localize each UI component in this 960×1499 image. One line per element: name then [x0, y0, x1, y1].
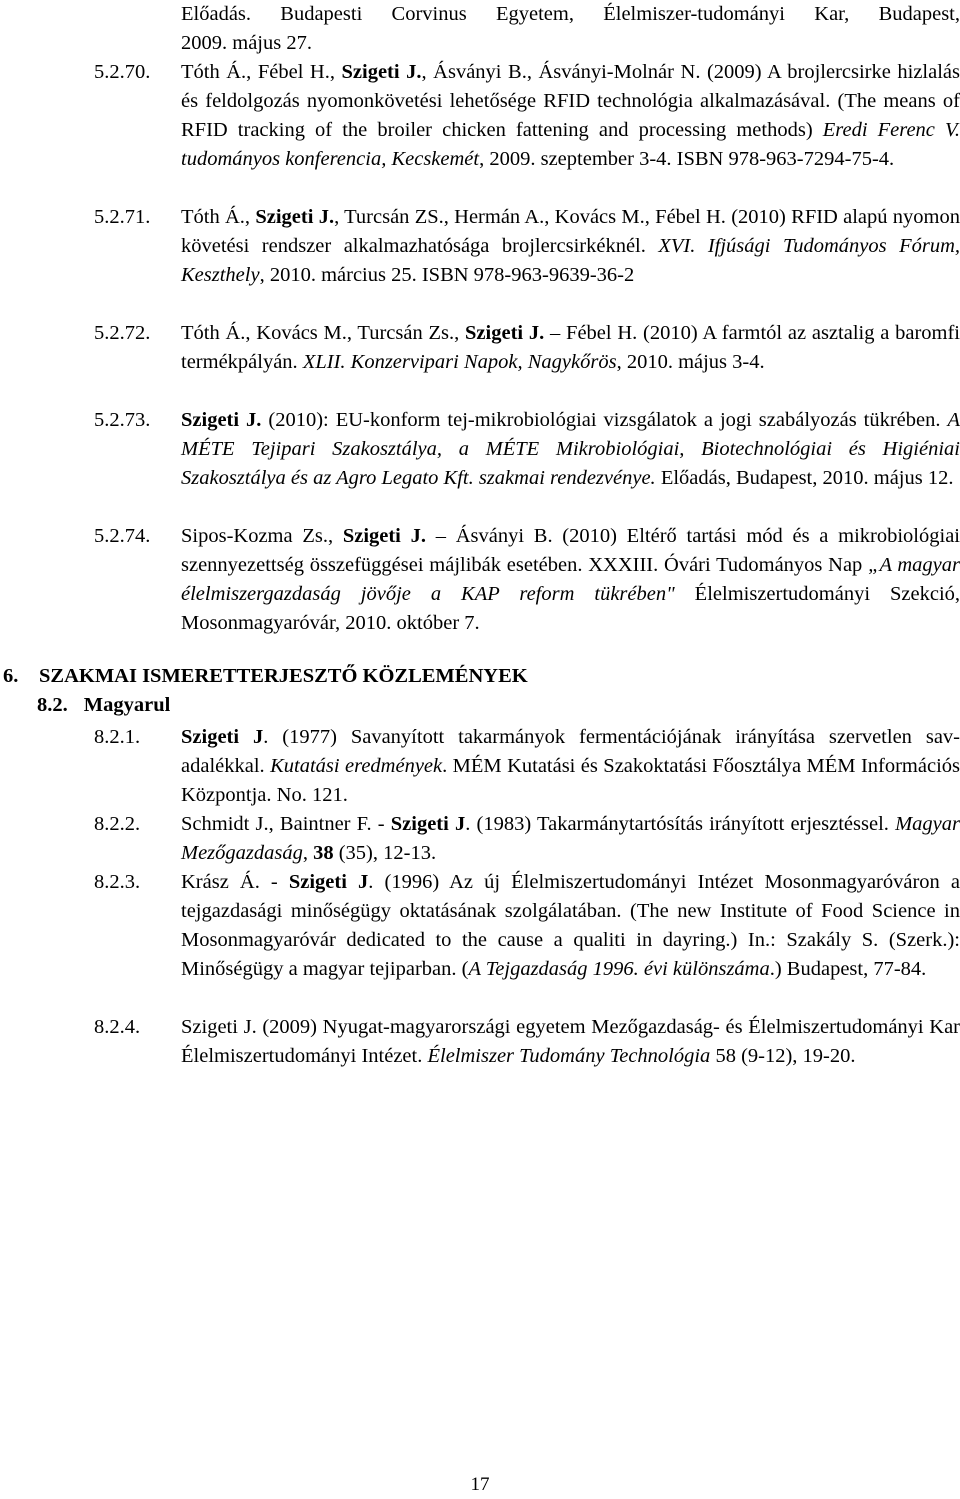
- entry-text: Schmidt J., Baintner F. - Szigeti J. (1983) Takarmánytartósítás irányított erjesztéssel. Magyar Mezőgazdaság, 38 (35), 12-13.: [181, 813, 960, 864]
- entry-number: 5.2.72.: [94, 322, 151, 344]
- entry-number: 8.2.1.: [94, 726, 141, 748]
- subsection-heading: [37, 691, 170, 720]
- section-title: SZAKMAI ISMERETTERJESZTŐ KÖZLEMÉNYEK: [39, 665, 528, 687]
- entry-text: Tóth Á., Fébel H., Szigeti J., Ásványi B., Ásványi-Molnár N. (2009) A brojlercsirke hizlalás és feldolgozás nyomonkövetési lehetősége RFID technológia alkalmazásával. (The means of RFID tracking of the broiler chicken fattening and processing methods) Eredi Ferenc V. tudományos konferencia, Kecskemét, 2009. szeptember 3-4. ISBN 978-963-7294-75-4.: [181, 61, 960, 170]
- entry-number: 5.2.73.: [94, 409, 151, 431]
- entry-number: 5.2.71.: [94, 206, 151, 228]
- section-number: 6.: [3, 665, 19, 687]
- entry-text: Tóth Á., Kovács M., Turcsán Zs., Szigeti J. – Fébel H. (2010) A farmtól az asztalig a baromfi termékpályán. XLII. Konzervipari Napok, Nagykőrös, 2010. május 3-4.: [181, 322, 960, 373]
- subsection-title: Magyarul: [83, 694, 171, 716]
- entry-text: Tóth Á., Szigeti J., Turcsán ZS., Hermán A., Kovács M., Fébel H. (2010) RFID alapú nyomon követési rendszer alkalmazhatósága brojlercsirkéknél. XVI. Ifjúsági Tudományos Fórum, Keszthely, 2010. március 25. ISBN 978-963-9639-36-2: [181, 206, 960, 286]
- entry-text: Szigeti J. (1977) Savanyított takarmányok fermentációjának irányítása szervetlen sav-adalékkal. Kutatási eredmények. MÉM Kutatási és Szakoktatási Főosztálya MÉM Információs Központja. No. 121.: [181, 726, 960, 806]
- entry-number: 5.2.74.: [94, 525, 151, 547]
- entry-number: 8.2.3.: [94, 871, 141, 893]
- entry-text: Szigeti J. (2010): EU-konform tej-mikrobiológiai vizsgálatok a jogi szabályozás tükrében. A MÉTE Tejipari Szakosztálya, a MÉTE Mikrobiológiai, Biotechnológiai és Higiéniai Szakosztálya és az Agro Legato Kft. szakmai rendezvénye. Előadás, Budapest, 2010. május 12.: [181, 409, 960, 489]
- subsection-number: 8.2.: [37, 694, 68, 716]
- entry-number: 8.2.2.: [94, 813, 141, 835]
- entry-number: 5.2.70.: [94, 61, 151, 83]
- entry-text: Szigeti J. (2009) Nyugat-magyarországi egyetem Mezőgazdaság- és Élelmiszertudományi Kar Élelmiszertudományi Intézet. Élelmiszer Tudomány Technológia 58 (9-12), 19-20.: [181, 1016, 960, 1067]
- entry-text: Sipos-Kozma Zs., Szigeti J. – Ásványi B. (2010) Eltérő tartási mód és a mikrobiológiai szennyezettség összefüggései májlibák esetében. XXXIII. Óvári Tudományos Nap „A magyar élelmiszergazdaság jövője a KAP reform tükrében" Élelmiszertudományi Szekció, Mosonmagyaróvár, 2010. október 7.: [181, 525, 960, 634]
- entry-text: Krász Á. - Szigeti J. (1996) Az új Élelmiszertudományi Intézet Mosonmagyaróváron a tejgazdasági minőségügy oktatásának szolgálatában. (The new Institute of Food Science in Mosonmagyaróvár dedicated to the cause a qualiti in dayring.) In.: Szakály S. (Szerk.): Minőségügy a magyar tejiparban. (A Tejgazdaság 1996. évi különszáma.) Budapest, 77-84.: [181, 871, 960, 980]
- continuation-line: 2009. május 27.: [181, 32, 312, 54]
- page-number: 17: [470, 1474, 490, 1495]
- entry-number: 8.2.4.: [94, 1016, 141, 1038]
- continuation-text: [181, 0, 960, 58]
- continuation-line: Előadás. Budapesti Corvinus Egyetem, Élelmiszer-tudományi Kar, Budapest,: [181, 3, 960, 25]
